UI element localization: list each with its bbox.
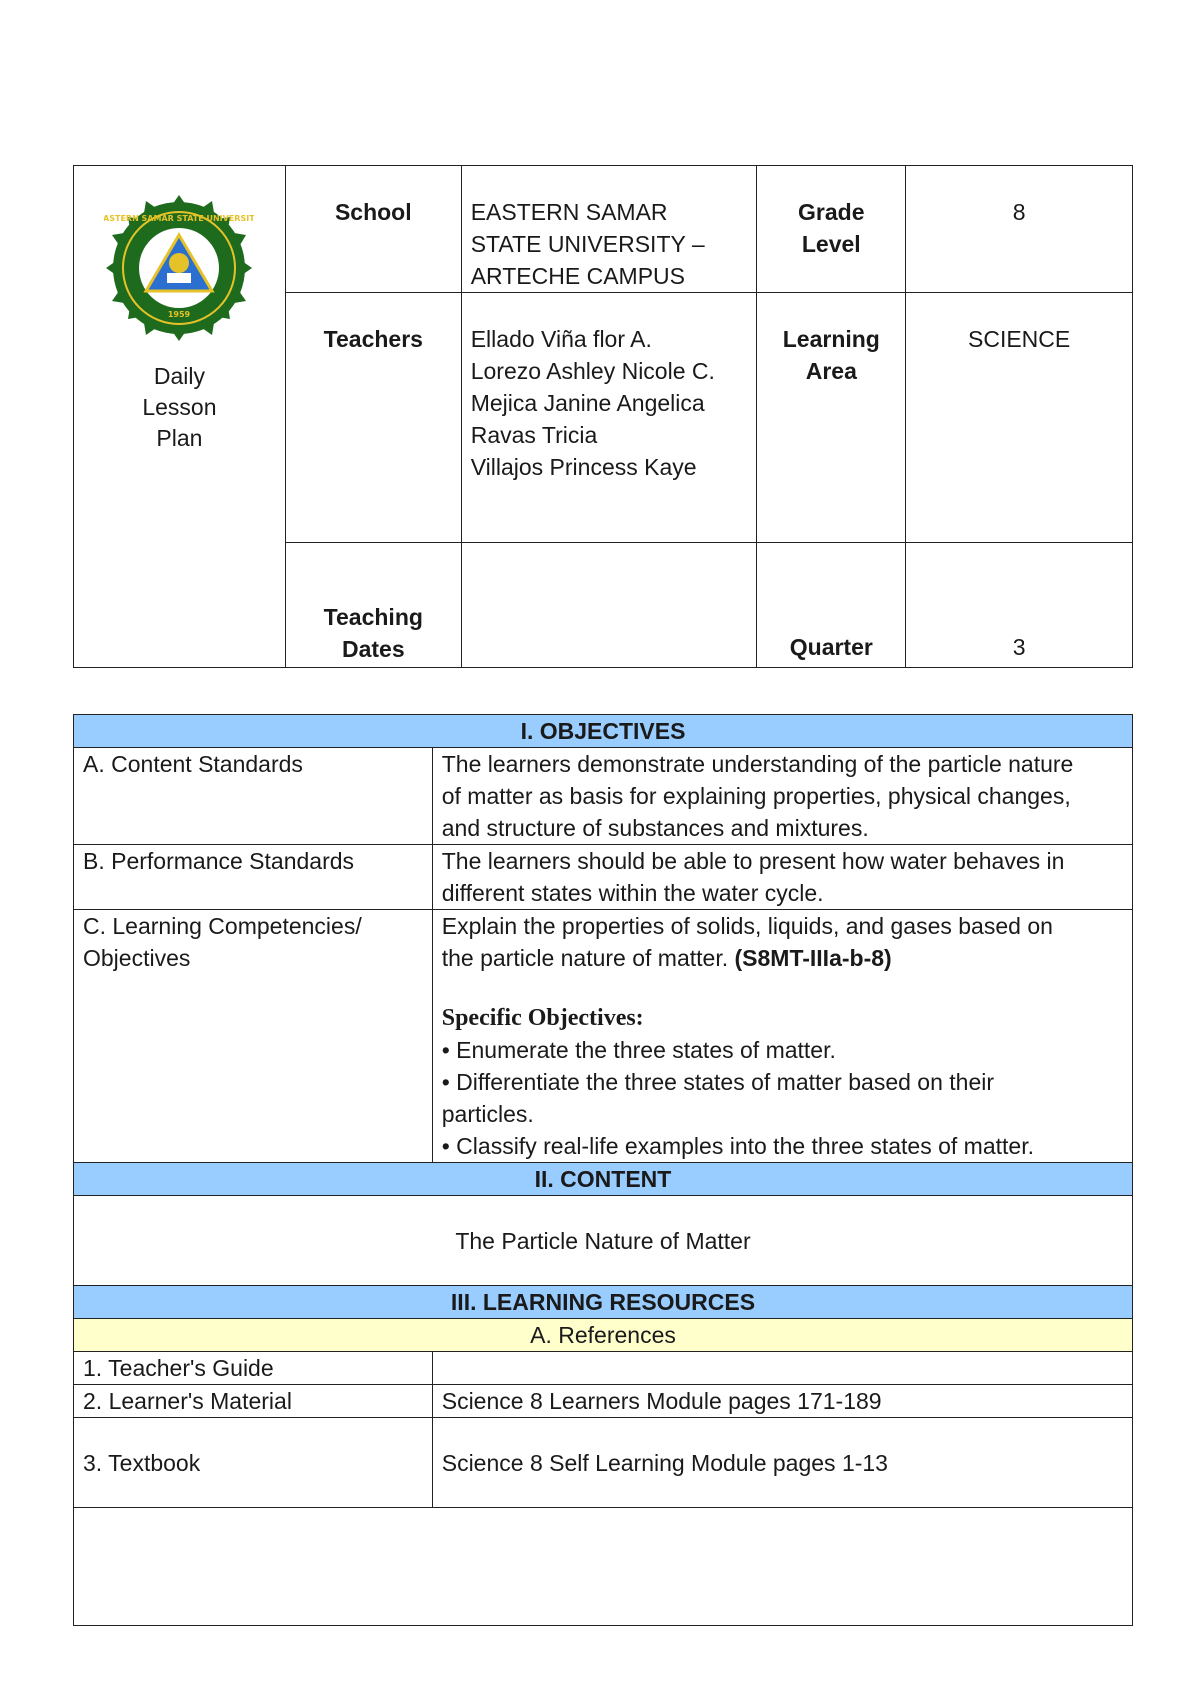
list-item: • Enumerate the three states of matter. xyxy=(441,1037,836,1063)
resource-label: 3. Textbook xyxy=(74,1418,433,1508)
learning-area-value: SCIENCE xyxy=(906,293,1133,543)
teachers-list xyxy=(461,293,757,543)
resource-value: Science 8 Learners Module pages 171-189 xyxy=(432,1385,1132,1418)
grade-value: 8 xyxy=(906,166,1133,293)
teacher-name: Ravas Tricia xyxy=(470,422,598,448)
svg-text:1959: 1959 xyxy=(168,310,191,319)
lesson-plan-table xyxy=(73,714,1133,1626)
resource-value: Science 8 Self Learning Module pages 1-13 xyxy=(432,1418,1132,1508)
objectives-header: I. OBJECTIVES xyxy=(74,715,1133,748)
content-topic: The Particle Nature of Matter xyxy=(74,1196,1133,1286)
specific-objectives-title: Specific Objectives: xyxy=(441,1005,644,1031)
svg-text:EASTERN SAMAR STATE UNIVERSITY: EASTERN SAMAR STATE UNIVERSITY xyxy=(104,214,255,223)
table-row xyxy=(74,1385,1133,1418)
logo-cell xyxy=(74,166,286,668)
empty-row xyxy=(74,1508,1133,1626)
content-header: II. CONTENT xyxy=(74,1163,1133,1196)
performance-standards-label: B. Performance Standards xyxy=(74,845,433,910)
document-title: Daily Lesson Plan xyxy=(142,363,217,451)
teaching-dates-value xyxy=(461,543,757,668)
quarter-label: Quarter xyxy=(757,543,906,668)
teacher-name: Ellado Viña flor A. xyxy=(470,326,652,352)
learning-area-label: Learning Area xyxy=(757,293,906,543)
school-value: EASTERN SAMAR STATE UNIVERSITY – ARTECHE CAMPUS xyxy=(461,166,757,293)
table-row xyxy=(74,1418,1133,1508)
competencies-value: Explain the properties of solids, liquids, and gases based on the particle nature of matter. (S8MT-IIIa-b-8) Specific Objectives: • Enumerate the three states of matter. • Differentiate the three states of matter based on their particles. • Classify real-life examples into the three states of matter. xyxy=(432,910,1132,1163)
quarter-value: 3 xyxy=(906,543,1133,668)
table-row xyxy=(74,1352,1133,1385)
content-standards-label: A. Content Standards xyxy=(74,748,433,845)
learning-resources-header: III. LEARNING RESOURCES xyxy=(74,1286,1133,1319)
teaching-dates-label: Teaching Dates xyxy=(285,543,461,668)
list-item: particles. xyxy=(441,1101,534,1127)
resource-value xyxy=(432,1352,1132,1385)
school-label: School xyxy=(285,166,461,293)
competencies-label: C. Learning Competencies/ Objectives xyxy=(74,910,433,1163)
references-header: A. References xyxy=(74,1319,1133,1352)
list-item: • Differentiate the three states of matter based on their xyxy=(441,1069,995,1095)
resource-label: 2. Learner's Material xyxy=(74,1385,433,1418)
list-item: • Classify real-life examples into the three states of matter. xyxy=(441,1133,1034,1159)
seal-icon xyxy=(104,193,254,343)
university-seal xyxy=(83,193,276,351)
header-table xyxy=(73,165,1133,668)
teacher-name: Mejica Janine Angelica xyxy=(470,390,705,416)
performance-standards-value: The learners should be able to present how water behaves in different states within the water cycle. xyxy=(432,845,1132,910)
teachers-label: Teachers xyxy=(285,293,461,543)
grade-label: Grade Level xyxy=(757,166,906,293)
teacher-name: Villajos Princess Kaye xyxy=(470,454,697,480)
resource-label: 1. Teacher's Guide xyxy=(74,1352,433,1385)
content-standards-value: The learners demonstrate understanding of the particle nature of matter as basis for explaining properties, physical changes, and structure of substances and mixtures. xyxy=(432,748,1132,845)
teacher-name: Lorezo Ashley Nicole C. xyxy=(470,358,715,384)
competency-code: (S8MT-IIIa-b-8) xyxy=(734,945,892,971)
